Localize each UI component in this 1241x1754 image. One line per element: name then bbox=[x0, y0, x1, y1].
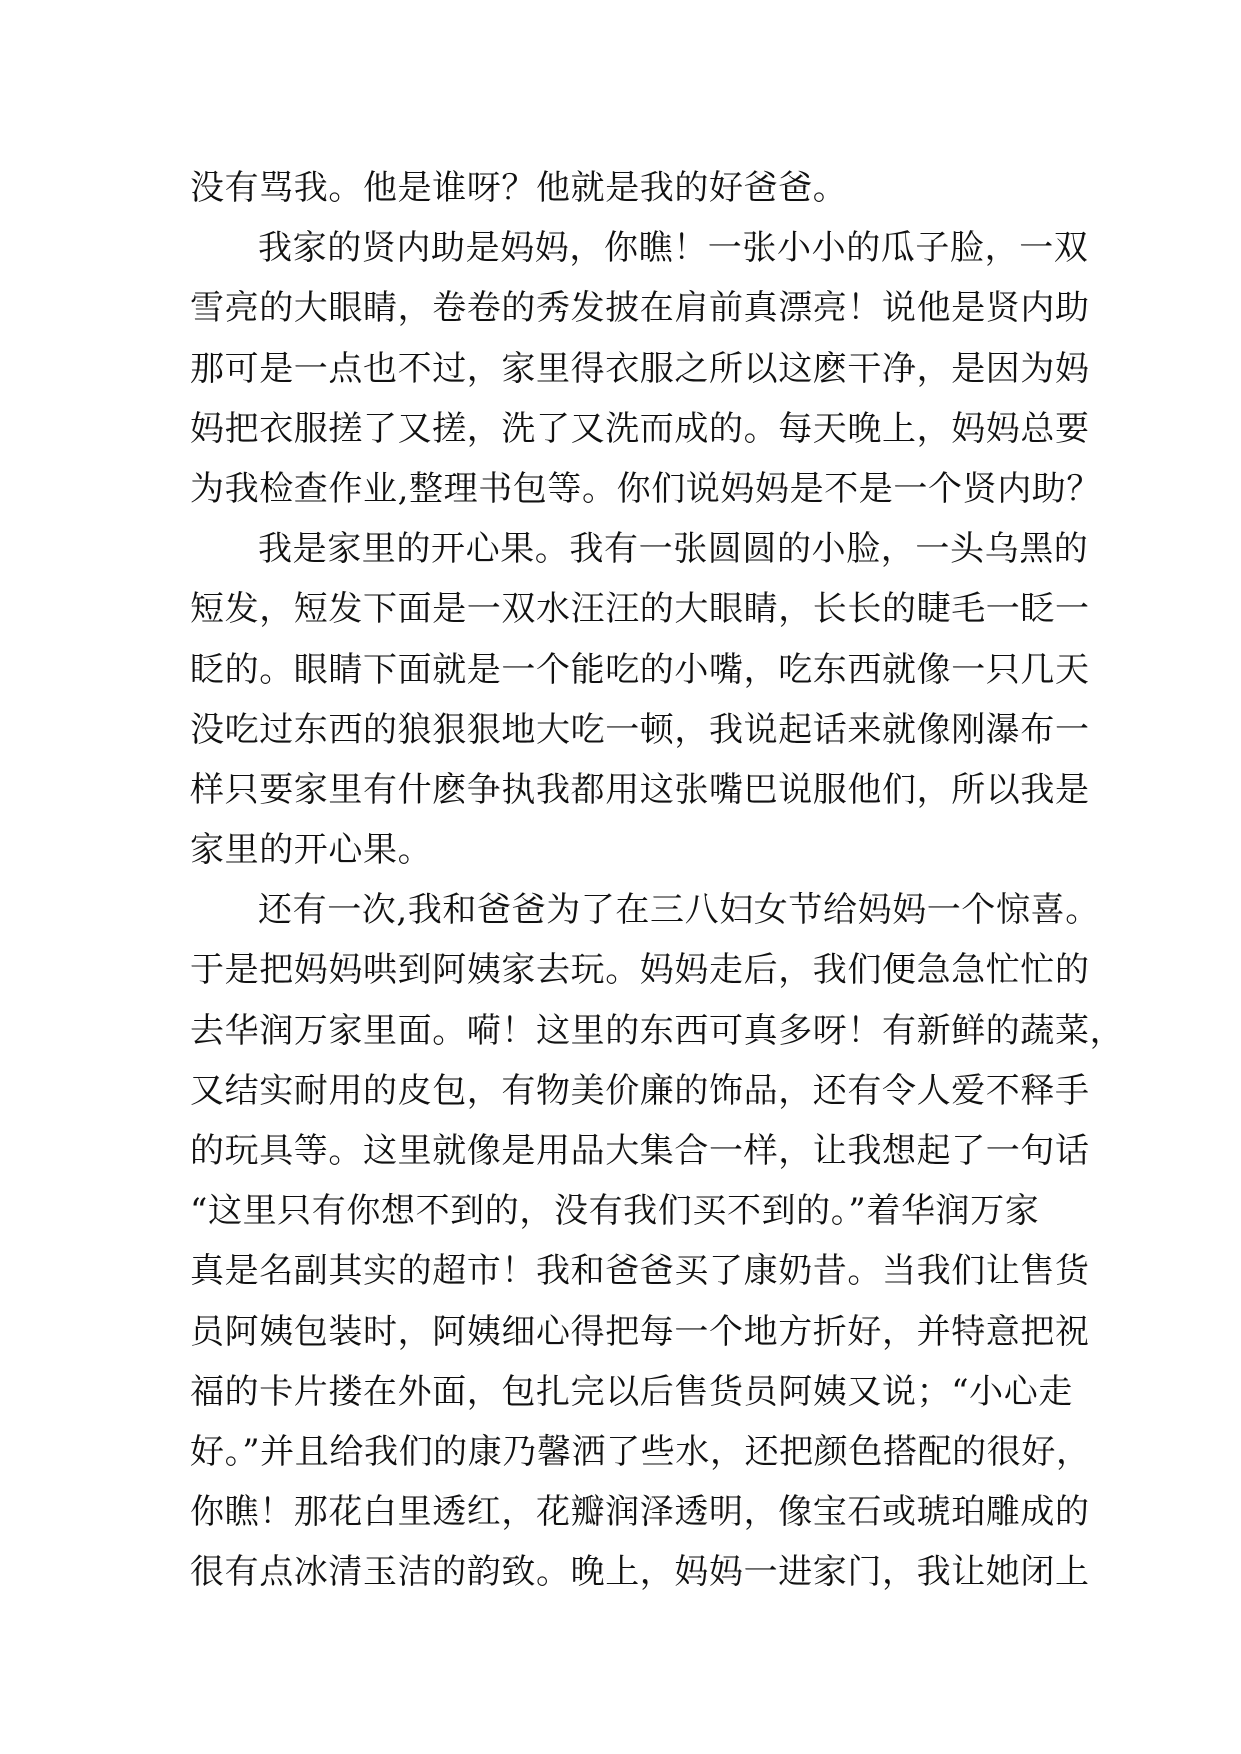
text-line: 家里的开心果。 bbox=[190, 830, 433, 871]
text-line: 福的卡片搂在外面，包扎完以后售货员阿姨又说；“小心走 bbox=[190, 1371, 1073, 1412]
text-line: 为我检查作业,整理书包等。你们说妈妈是不是一个贤内助？ bbox=[190, 468, 1102, 509]
text-line: 雪亮的大眼睛，卷卷的秀发披在肩前真漂亮！说他是贤内助 bbox=[190, 288, 1090, 329]
text-line: 眨的。眼睛下面就是一个能吃的小嘴，吃东西就像一只几天 bbox=[190, 649, 1090, 690]
text-line: 那可是一点也不过，家里得衣服之所以这麽干净，是因为妈 bbox=[190, 348, 1090, 389]
paragraph-first-line: 我是家里的开心果。我有一张圆圆的小脸，一头乌黑的 bbox=[258, 529, 1089, 570]
text-line: “这里只有你想不到的，没有我们买不到的。”着华润万家 bbox=[190, 1191, 1040, 1232]
text-line: 于是把妈妈哄到阿姨家去玩。妈妈走后，我们便急急忙忙的 bbox=[190, 950, 1090, 991]
text-line: 没吃过东西的狼狠狠地大吃一顿，我说起话来就像刚瀑布一 bbox=[190, 709, 1090, 750]
text-line: 短发，短发下面是一双水汪汪的大眼睛，长长的睫毛一眨一 bbox=[190, 589, 1090, 630]
paragraph-first-line: 我家的贤内助是妈妈，你瞧！一张小小的瓜子脸，一双 bbox=[258, 228, 1089, 269]
text-line: 又结实耐用的皮包，有物美价廉的饰品，还有令人爱不释手 bbox=[190, 1070, 1090, 1111]
paragraph-first-line: 还有一次,我和爸爸为了在三八妇女节给妈妈一个惊喜。 bbox=[258, 890, 1100, 931]
text-line: 好。”并且给我们的康乃馨洒了些水，还把颜色搭配的很好， bbox=[190, 1431, 1091, 1472]
body-text bbox=[190, 158, 1125, 1603]
text-line: 去华润万家里面。嗬！这里的东西可真多呀！有新鲜的蔬菜， bbox=[190, 1010, 1125, 1051]
text-line: 的玩具等。这里就像是用品大集合一样，让我想起了一句话 bbox=[190, 1131, 1090, 1171]
text-line: 没有骂我。他是谁呀？他就是我的好爸爸。 bbox=[190, 168, 848, 208]
text-line: 你瞧！那花白里透红，花瓣润泽透明，像宝石或琥珀雕成的 bbox=[190, 1492, 1090, 1533]
text-line: 真是名副其实的超市！我和爸爸买了康奶昔。当我们让售货 bbox=[190, 1251, 1090, 1292]
text-line: 妈把衣服搓了又搓，洗了又洗而成的。每天晚上，妈妈总要 bbox=[190, 408, 1090, 449]
text-line: 样只要家里有什麽争执我都用这张嘴巴说服他们，所以我是 bbox=[190, 769, 1090, 810]
text-line: 员阿姨包装时，阿姨细心得把每一个地方折好，并特意把祝 bbox=[190, 1311, 1090, 1352]
text-line: 很有点冰清玉洁的韵致。晚上，妈妈一进家门，我让她闭上 bbox=[190, 1552, 1090, 1593]
